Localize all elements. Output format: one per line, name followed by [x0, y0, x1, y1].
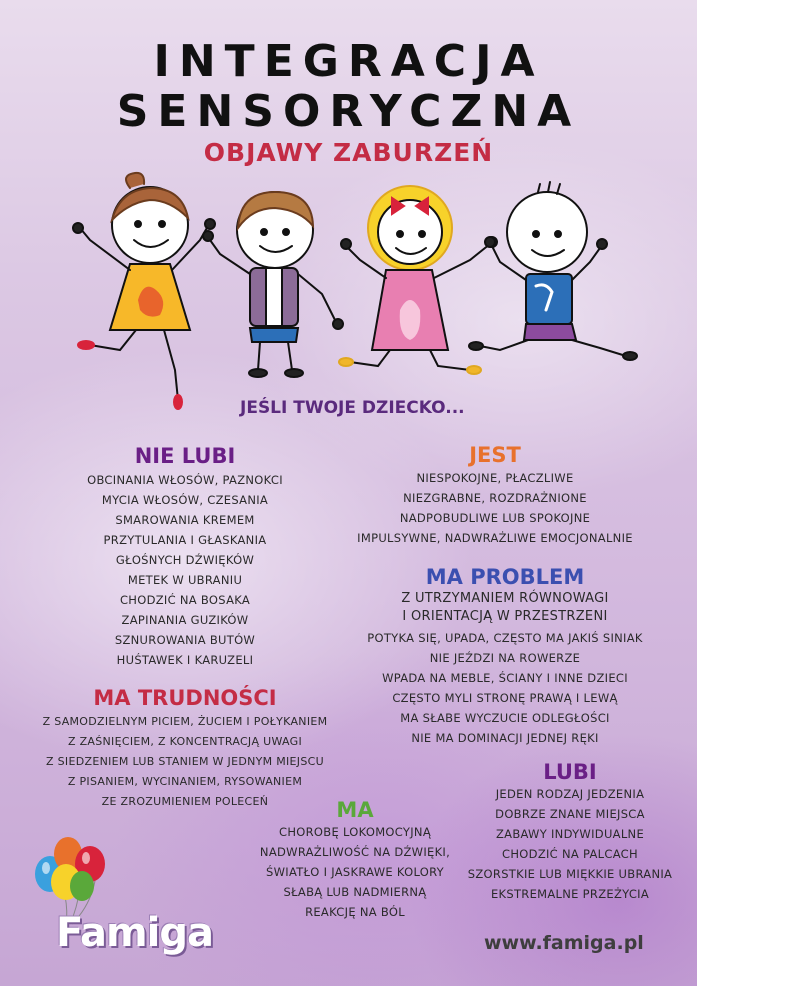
list-ma-problem [345, 590, 665, 748]
list-item: NADWRAŻLIWOŚĆ NA DŹWIĘKI, [259, 845, 451, 859]
list-item: OBCINANIA WŁOSÓW, PAZNOKCI [87, 473, 283, 487]
list-item: I ORIENTACJĄ W PRZESTRZENI [402, 609, 608, 624]
list-item: SZORSTKIE LUB MIĘKKIE UBRANIA [467, 867, 673, 881]
list-item: HUŚTAWEK I KARUZELI [116, 653, 254, 667]
list-item: GŁOŚNYCH DŹWIĘKÓW [115, 553, 255, 567]
list-item: SZNUROWANIA BUTÓW [114, 633, 256, 647]
list-item: REAKCJĘ NA BÓL [305, 905, 405, 919]
list-item: JEDEN RODZAJ JEDZENIA [495, 787, 645, 801]
list-item: NIE MA DOMINACJI JEDNEJ RĘKI [411, 731, 599, 745]
list-item: Z PISANIEM, WYCINANIEM, RYSOWANIEM [67, 775, 303, 788]
list-item: CHODZIĆ NA BOSAKA [119, 593, 251, 607]
list-item: CHOROBĘ LOKOMOCYJNĄ [279, 825, 431, 839]
list-jest [340, 468, 650, 548]
heading-jest: JEST [469, 443, 521, 467]
website-url[interactable]: www.famiga.pl [484, 932, 644, 954]
list-item: ZABAWY INDYWIDUALNE [495, 827, 645, 841]
list-item: SŁABĄ LUB NADMIERNĄ [283, 885, 427, 899]
title-line-2: SENSORYCZNA [116, 86, 581, 137]
heading-lubi: LUBI [543, 760, 597, 784]
list-item: Z UTRZYMANIEM RÓWNOWAGI [401, 591, 609, 606]
list-item: MYCIA WŁOSÓW, CZESANIA [101, 493, 269, 507]
list-item: CZĘSTO MYLI STRONĘ PRAWĄ I LEWĄ [392, 691, 618, 705]
list-item: Z ZAŚNIĘCIEM, Z KONCENTRACJĄ UWAGI [67, 735, 303, 748]
heading-ma: MA [336, 798, 374, 822]
kids-illustration [60, 170, 650, 410]
list-item: NIEZGRABNE, ROZDRAŻNIONE [403, 491, 587, 505]
list-item: Z SAMODZIELNYM PICIEM, ŻUCIEM I POŁYKANIEM [42, 715, 328, 728]
list-item: CHODZIĆ NA PALCACH [502, 847, 638, 861]
heading-nie-lubi: NIE LUBI [134, 444, 236, 468]
famiga-logo: Famiga [56, 910, 213, 956]
list-item: EKSTREMALNE PRZEŻYCIA [490, 887, 650, 901]
list-item: POTYKA SIĘ, UPADA, CZĘSTO MA JAKIŚ SINIAK [367, 631, 643, 645]
list-item: NADPOBUDLIWE LUB SPOKOJNE [399, 511, 591, 525]
lead-text: JEŚLI TWOJE DZIECKO... [240, 398, 465, 418]
list-item: IMPULSYWNE, NADWRAŻLIWE EMOCJONALNIE [357, 531, 633, 545]
kid-girl-yellow-dress [73, 173, 215, 409]
list-ma [245, 822, 465, 922]
list-item: DOBRZE ZNANE MIEJSCA [495, 807, 645, 821]
list-item: MA SŁABE WYCZUCIE ODLEGŁOŚCI [400, 711, 610, 725]
list-item: METEK W UBRANIU [127, 573, 243, 587]
list-item: NIESPOKOJNE, PŁACZLIWE [416, 471, 574, 485]
list-item: WPADA NA MEBLE, ŚCIANY I INNE DZIECI [382, 671, 628, 685]
list-item: Z SIEDZENIEM LUB STANIEM W JEDNYM MIEJSCU [46, 755, 324, 768]
heading-ma-trudnosci: MA TRUDNOŚCI [93, 686, 277, 710]
kid-boy-blue-shirt [469, 182, 637, 360]
list-item: NIE JEŹDZI NA ROWERZE [429, 651, 581, 665]
kid-boy-purple-vest [203, 192, 343, 377]
list-item: ŚWIATŁO I JASKRAWE KOLORY [265, 865, 445, 879]
list-item: PRZYTULANIA I GŁASKANIA [103, 533, 267, 547]
list-lubi [450, 784, 690, 904]
heading-ma-problem: MA PROBLEM [425, 565, 585, 589]
title-line-1: INTEGRACJA [153, 36, 544, 87]
list-nie-lubi [60, 470, 310, 670]
list-item: SMAROWANIA KREMEM [115, 513, 255, 527]
subtitle: OBJAWY ZABURZEŃ [203, 138, 494, 167]
list-item: ZAPINANIA GUZIKÓW [121, 613, 249, 627]
list-item: ZE ZROZUMIENIEM POLECEŃ [101, 795, 269, 808]
list-ma-trudnosci [20, 712, 350, 812]
